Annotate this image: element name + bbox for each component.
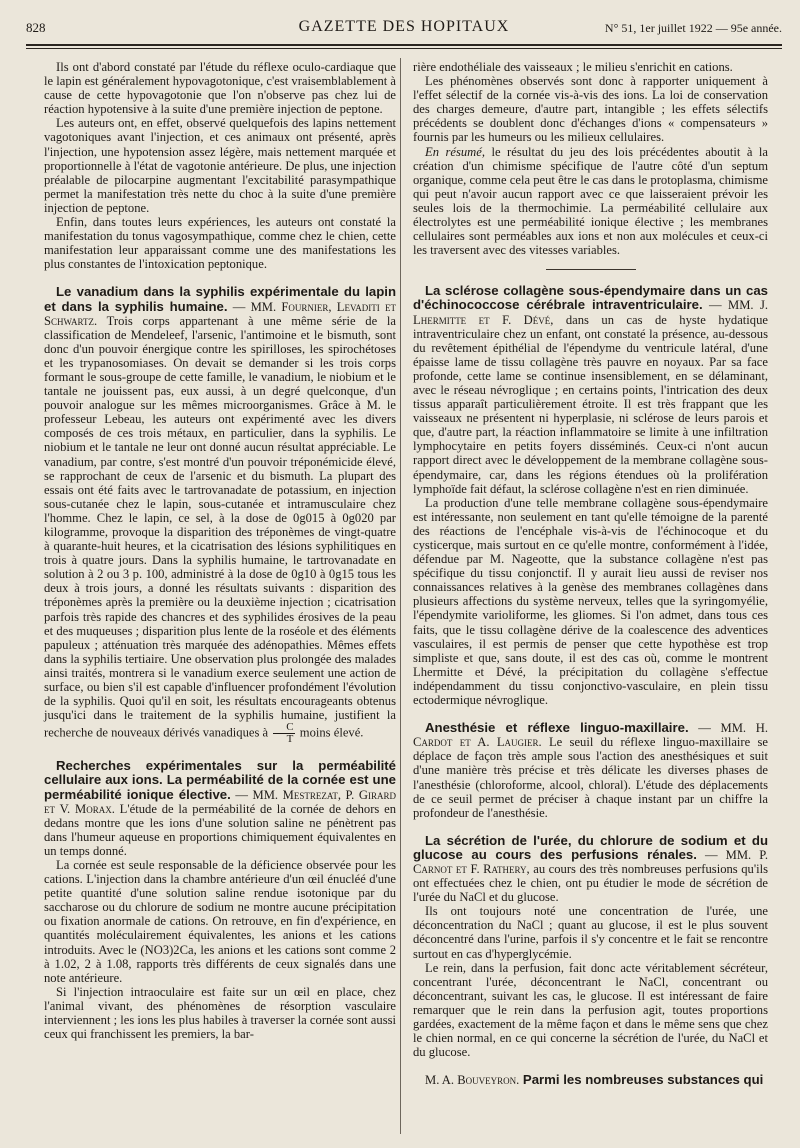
- article-permeabilite: [44, 759, 396, 1041]
- header-rule-thin: [26, 48, 782, 49]
- left-column: [44, 60, 396, 1041]
- paragraph: [413, 1073, 768, 1087]
- article-authors: — MM. Mestrezat, P. Girard et V. Morax.: [44, 787, 396, 816]
- paragraph: [413, 145, 768, 258]
- article-anesthesie: [413, 721, 768, 820]
- resume-lead: En résumé,: [425, 144, 485, 159]
- journal-title: GAZETTE DES HOPITAUX: [298, 18, 510, 35]
- article-text: dans un cas de hyste hydatique intraventriculaire chez un enfant, ont constaté la présence, au-dessous du revêtement épithélial de l'épendyme du ventricule latéral, d'une épaisse lame de tissu collagène très pauvre en noyaux. Par sa face profonde, cette lame se continue insensiblement, en se délaminant, avec le réseau névroglique ; en certains points, l'intrication des deux tissus apparaît particulièrement étroite. Il est très frappant que les vaisseaux ne présentent ni hyperplasie, ni sclérose de leurs parois et que, d'autre part, la réaction inflammatoire se limite à une infiltration lymphocytaire en petits foyers disséminés. Ceux-ci n'ont aucun rapport direct avec le développement de la membrane collagène sous-épendymaire, car, dans les régions étendues où la prolifération lymphoïde fait défaut, la sclérose collagène n'est en rien diminuée.: [413, 312, 768, 496]
- paragraph: [44, 285, 396, 745]
- article-title: Le vanadium dans la syphilis expérimentale du lapin et dans la syphilis humaine.: [44, 284, 396, 314]
- column-divider: [400, 58, 401, 1134]
- article-authors: M. A. Bouveyron.: [425, 1073, 520, 1088]
- article-authors: — MM. Fournier, Levaditi et Schwartz.: [44, 299, 397, 328]
- paragraph: Les phénomènes observés sont donc à rapporter uniquement à l'effet sélectif de la cornée vis-à-vis des ions. La loi de conservation des charges demeure, d'autre part, intangible ; les effets sélectifs précédents se doublent donc d'échanges d'ions « compensateurs » fournis par les humeurs ou les milieux cellulaires.: [413, 74, 768, 145]
- article-permeabilite-continuation: [413, 60, 768, 270]
- paragraph: La cornée est seule responsable de la déficience observée pour les cations. L'injection dans la chambre antérieure d'un œil énucléé d'une petite quantité d'une solution saline rendue isotonique par du saccharose ou du chlorure de sodium ne montre aucune précipitation ou fixation anormale de cations. On retrouve, en fin d'expérience, en quantités moléculairement équivalentes, les anions et les cations introduits. Avec le (NO3)2Ca, les anions et les cations sont comme 2 à 1.02, 2 à 1.08, rapports très différents de ceux signalés dans une note antérieure.: [44, 857, 396, 985]
- fraction-denominator: T: [286, 733, 294, 746]
- article-vanadium: [44, 285, 396, 745]
- paragraph: [413, 284, 768, 495]
- paragraph: La production d'une telle membrane collagène sous-épendymaire est intéressante, non seulement en tant qu'elle témoigne de la parenté des réactions de l'encéphale vis-à-vis de l'échinocoque et du cysticerque, mais surtout en ce qu'elle montre, conformément à l'idée, défendue par M. Nageotte, que la substance collagène n'est pas spécifique du tissu conjonctif. Il y aurait lieu aussi de reviser nos connaissances relatives à la genèse des membranes collagènes dans plusieurs affections du système nerveux, telles que la syringomyélie, l'épendymite varioliforme, les gliomes. Si l'on admet, dans tous ces faits, que le tissu collagène dérive de la coalescence des adventices vasculaires, il est permis de penser que cette hypothèse est trop simpliste et que, sans doute, il est des cas où, comme le montrent Lhermitte et Dévé, la précipitation du collagène s'effectue indépendamment du tissu conjonctivo-vasculaire, en plein tissu ectodermique névroglique.: [413, 495, 768, 708]
- article-text: L'étude de la perméabilité de la cornée de dehors en dedans montre que les ions d'une solution saline ne pénètrent pas dans l'humeur aqueuse en proportions chimiquement équivalentes en un temps donné.: [44, 801, 396, 858]
- paragraph: Enfin, dans toutes leurs expériences, les auteurs ont constaté la manifestation du tonus vagosympathique, comme chez le chien, cette manifestation leur apparaissant comme une des manifestations les plus constantes de l'intoxication peptonique.: [44, 215, 396, 272]
- article-title: La sclérose collagène sous-épendymaire dans un cas d'échinococcose cérébrale intraventriculaire.: [413, 283, 768, 313]
- article-uree: [413, 834, 768, 1060]
- paragraph: rière endothéliale des vaisseaux ; le milieu s'enrichit en cations.: [413, 60, 733, 74]
- article-title: Anesthésie et réflexe linguo-maxillaire.: [425, 720, 689, 736]
- article-text: Trois corps appartenant à une même série de la classification de Mendeleef, l'arsenic, l'antimoine et le bismuth, sont donc d'un pouvoir énergique contre les spirilloses, les spirochétoses et les trypanosomiases. On devait se demander si les trois corps formant le sous-groupe de cette famille, le vanadium, le niobium et le tantale ne jouissent pas, eux aussi, à un degré quelconque, d'un pouvoir analogue sur les mêmes microorganismes. Grâce à M. le professeur Lebeau, les auteurs ont expérimenté avec les divers composés de ces trois métaux, en particulier, dans la syphilis. Le niobium et le tantale ne leur ont donné aucun résultat appréciable. Le vanadium, par contre, s'est montré d'un pouvoir tréponémicide élevé, se rapprochant de ceux de l'arsenic et du bismuth. La plupart des essais ont été faits avec le tartrovanadate de potassium, en injection sous-cutanée chez le lapin, sous-cutanée et intramusculaire chez l'homme. Chez le lapin, ce sel, à la dose de 0g015 à 0g020 par kilogramme, provoque la disparition des tréponèmes de vingt-quatre à quarante-huit heures, et la cicatrisation des lésions syphilitiques en trois à quatre jours. Dans la syphilis humaine, le tartrovanadate en solution à 2 ou 3 p. 100, administré à la dose de 0g10 à 0g15 tous les deux à trois jours, a donné les résultats suivants : disparition des tréponèmes après la première ou la deuxième injection ; cicatrisation parfois très rapide des chancres et des syphilides érosives de la peau et des muqueuses ; disparition plus lente de la roséole et des éléments papuleux ; atténuation très marquée des adénopathies. Mêmes effets dans la syphilis tertiaire. Une observation plus prolongée des malades ainsi traités, montrera si le vanadium exerce seulement une action de surface, ou bien s'il est capable d'influencer profondément l'évolution de la syphilis. Quoi qu'il en soit, les résultats encourageants obtenus jusqu'ici dans le traitement de la syphilis humaine, justifient la recherche de nouveaux dérivés vanadiques à: [44, 313, 396, 740]
- paragraph: Si l'injection intraoculaire est faite sur un œil en place, chez l'animal vivant, des phénomènes de résorption vasculaire interviennent ; les ions les plus habiles à traverser la cornée sont aussi ceux qui franchissent les premiers, la bar-: [44, 984, 396, 1042]
- article-text: au cours des très nombreuses perfusions qu'ils ont effectuées chez le chien, ont pu étudier le mode de sécrétion de l'urée du NaCl et du glucose.: [413, 861, 768, 905]
- article-text: Parmi les nombreuses substances qui: [519, 1072, 764, 1088]
- page-number: 828: [26, 20, 46, 35]
- paragraph: [413, 834, 768, 904]
- article-bouveyron: [413, 1073, 768, 1087]
- fraction-numerator: C: [273, 722, 294, 734]
- article-text-end: moins élevé.: [299, 725, 364, 740]
- section-separator: [546, 269, 636, 270]
- paragraph: Ils ont toujours noté une concentration de l'urée, une déconcentration du NaCl ; quant au glucose, il est le plus souvent déconcentré dans l'urine, parfois il s'y concentre et le fait se rencontre surtout en cas d'hyperglycémie.: [413, 904, 768, 961]
- article-reflex-continuation: [44, 60, 396, 271]
- article-text: le résultat du jeu des lois précédentes aboutit à la création d'un chimisme spécifique de l'autre côté d'un septum organique, comme cela peut être le cas dans le protoplasma, chimisme qui peut n'avoir aucun rapport avec ce que laisseraient prévoir les seules lois de la thermochimie. La perméabilité cellulaire aux électrolytes est une perméabilité ionique élective ; les membranes cellulaires sont perméables aux ions et non aux molécules et ceux-ci les traversent avec des vitesses variables.: [413, 144, 768, 258]
- article-sclerose: [413, 284, 768, 707]
- issue-info: N° 51, 1er juillet 1922 — 95e année.: [604, 21, 782, 35]
- article-authors: — MM. H. Cardot et A. Laugier.: [413, 721, 768, 750]
- article-text: Le seuil du réflexe linguo-maxillaire se déplace de façon très ample sous l'action des anesthésiques et suit d'une manière très précise et très délicate les diverses phases de l'anesthésie (chloroforme, alcool, chloral). L'étude des déplacements de ce seuil permet de préciser à chaque instant par un chiffre la profondeur de l'anesthésie.: [413, 735, 768, 820]
- article-authors: — MM. J. Lhermitte et F. Dévé,: [413, 298, 769, 327]
- article-title: La sécrétion de l'urée, du chlorure de sodium et du glucose au cours des perfusions rénales.: [413, 832, 768, 862]
- fraction-c-over-t: [273, 722, 294, 745]
- article-authors: — MM. P. Carnot et F. Rathery,: [413, 847, 768, 876]
- paragraph: Ils ont d'abord constaté par l'étude du réflexe oculo-cardiaque que le lapin est généralement hypovagotonique, c'est vraisemblablement à cause de cette hypovagotonie que l'on n'observe pas chez lui de réaction hypotensive à la suite d'une première injection de peptone.: [44, 60, 396, 117]
- paragraph: [413, 721, 768, 820]
- paragraph: Le rein, dans la perfusion, fait donc acte véritablement sécréteur, concentrant l'urée, déconcentrant le NaCl, concentrant ou déconcentrant, suivant les cas, le glucose. Il est intéressant de faire remarquer que le rein dans la perfusion agit, toutes proportions gardées, exactement de la même façon et dans le même sens que chez le chien normal, en ce qui concerne la sécrétion de l'urée, du NaCl et du glucose.: [413, 960, 768, 1060]
- page-header: [26, 18, 782, 44]
- header-rule-thick: [26, 44, 782, 46]
- paragraph: [44, 759, 396, 858]
- article-title: Recherches expérimentales sur la perméabilité cellulaire aux ions. La perméabilité de la cornée est une perméabilité ionique élective.: [44, 758, 396, 802]
- right-column: [413, 60, 768, 1087]
- paragraph: Les auteurs ont, en effet, observé quelquefois des lapins nettement vagotoniques avant l'injection, et ces animaux ont présenté, après l'injection, une hypotension assez légère, mais nettement marquée et proportionnelle à l'état de vagotonie antérieure. De plus, une injection préalable de pilocarpine augmentant l'excitabilité parasympathique permet la manifestation très nette du choc à la suite d'une première injection de peptone.: [44, 116, 396, 215]
